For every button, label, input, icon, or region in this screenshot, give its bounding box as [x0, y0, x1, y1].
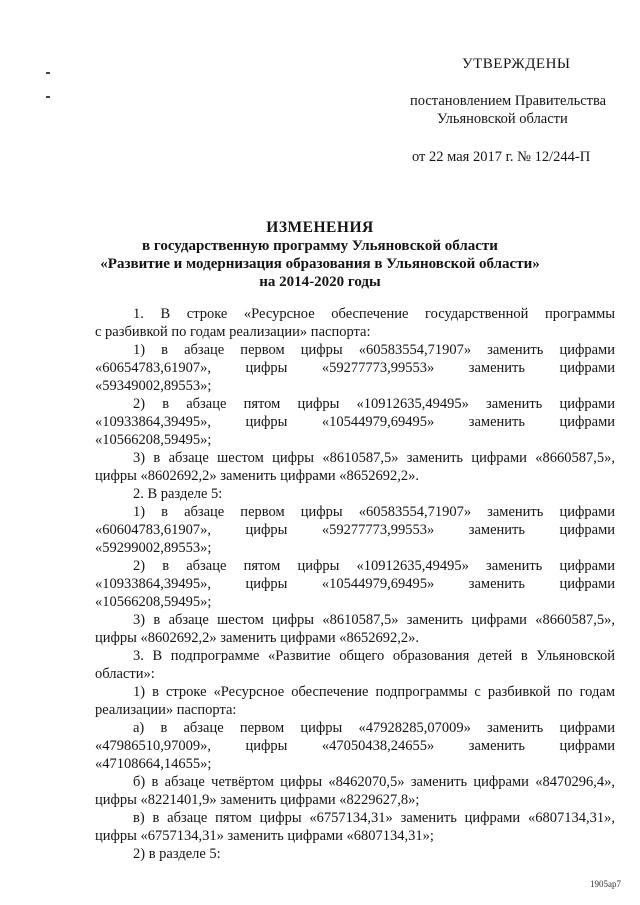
scan-mark — [46, 72, 50, 74]
body-line: «10933864,39495», цифры «10544979,69495» заменить цифрами — [95, 576, 615, 592]
body-line: «10933864,39495», цифры «10544979,69495» заменить цифрами — [95, 414, 615, 430]
body-line: 2. В разделе 5: — [133, 486, 223, 502]
body-line: «59349002,89553»; — [95, 378, 212, 394]
body-line: 2) в абзаце пятом цифры «10912635,49495» заменить цифрами — [133, 558, 615, 574]
body-line: 3) в абзаце шестом цифры «8610587,5» заменить цифрами «8660587,5», — [133, 450, 615, 466]
scan-mark — [46, 96, 50, 98]
body-line: а) в абзаце первом цифры «47928285,07009» заменить цифрами — [133, 720, 615, 736]
approval-authority: постановлением Правительства — [410, 93, 607, 109]
body-line: 1) в абзаце первом цифры «60583554,71907» заменить цифрами — [133, 342, 615, 358]
document-title: ИЗМЕНЕНИЯ — [266, 219, 374, 236]
body-line: 1) в строке «Ресурсное обеспечение подпрограммы с разбивкой по годам — [133, 684, 615, 700]
body-line: цифры «8602692,2» заменить цифрами «8652692,2». — [95, 468, 420, 484]
body-line: в) в абзаце пятом цифры «6757134,31» заменить цифрами «6807134,31», — [133, 810, 615, 826]
body-line: «47986510,97009», цифры «47050438,24655» заменить цифрами — [95, 738, 615, 754]
body-line: «60654783,61907», цифры «59277773,99553» заменить цифрами — [95, 360, 615, 376]
body-line: «47108664,14655»; — [95, 756, 212, 772]
body-line: 2) в разделе 5: — [133, 846, 221, 862]
body-line: «10566208,59495»; — [95, 594, 212, 610]
body-line: 3) в абзаце шестом цифры «8610587,5» заменить цифрами «8660587,5», — [133, 612, 615, 628]
document-subtitle-line1: в государственную программу Ульяновской области — [142, 238, 498, 254]
approval-stamp-title: УТВЕРЖДЕНЫ — [462, 56, 571, 72]
approval-region: Ульяновской области — [437, 111, 568, 127]
body-line: цифры «8221401,9» заменить цифрами «8229627,8»; — [95, 792, 420, 808]
body-line: «10566208,59495»; — [95, 432, 212, 448]
approval-date: от 22 мая 2017 г. № 12/244-П — [412, 149, 591, 165]
body-line: реализации» паспорта: — [95, 702, 237, 718]
body-line: 3. В подпрограмме «Развитие общего образования детей в Ульяновской — [133, 648, 615, 664]
body-line: с разбивкой по годам реализации» паспорта: — [95, 324, 371, 340]
body-line: цифры «8602692,2» заменить цифрами «8652692,2». — [95, 630, 420, 646]
page-code: 1905ар7 — [590, 879, 621, 889]
body-line: «59299002,89553»; — [95, 540, 212, 556]
body-line: б) в абзаце четвёртом цифры «8462070,5» заменить цифрами «8470296,4», — [133, 774, 615, 790]
document-subtitle-line3: на 2014-2020 годы — [259, 274, 381, 290]
body-line: 2) в абзаце пятом цифры «10912635,49495» заменить цифрами — [133, 396, 615, 412]
body-line: цифры «6757134,31» заменить цифрами «6807134,31»; — [95, 828, 434, 844]
body-line: 1. В строке «Ресурсное обеспечение государственной программы — [133, 306, 615, 322]
body-line: «60604783,61907», цифры «59277773,99553» заменить цифрами — [95, 522, 615, 538]
body-line: 1) в абзаце первом цифры «60583554,71907» заменить цифрами — [133, 504, 615, 520]
body-line: области»: — [95, 666, 155, 682]
document-subtitle-line2: «Развитие и модернизация образования в Ульяновской области» — [100, 256, 540, 272]
